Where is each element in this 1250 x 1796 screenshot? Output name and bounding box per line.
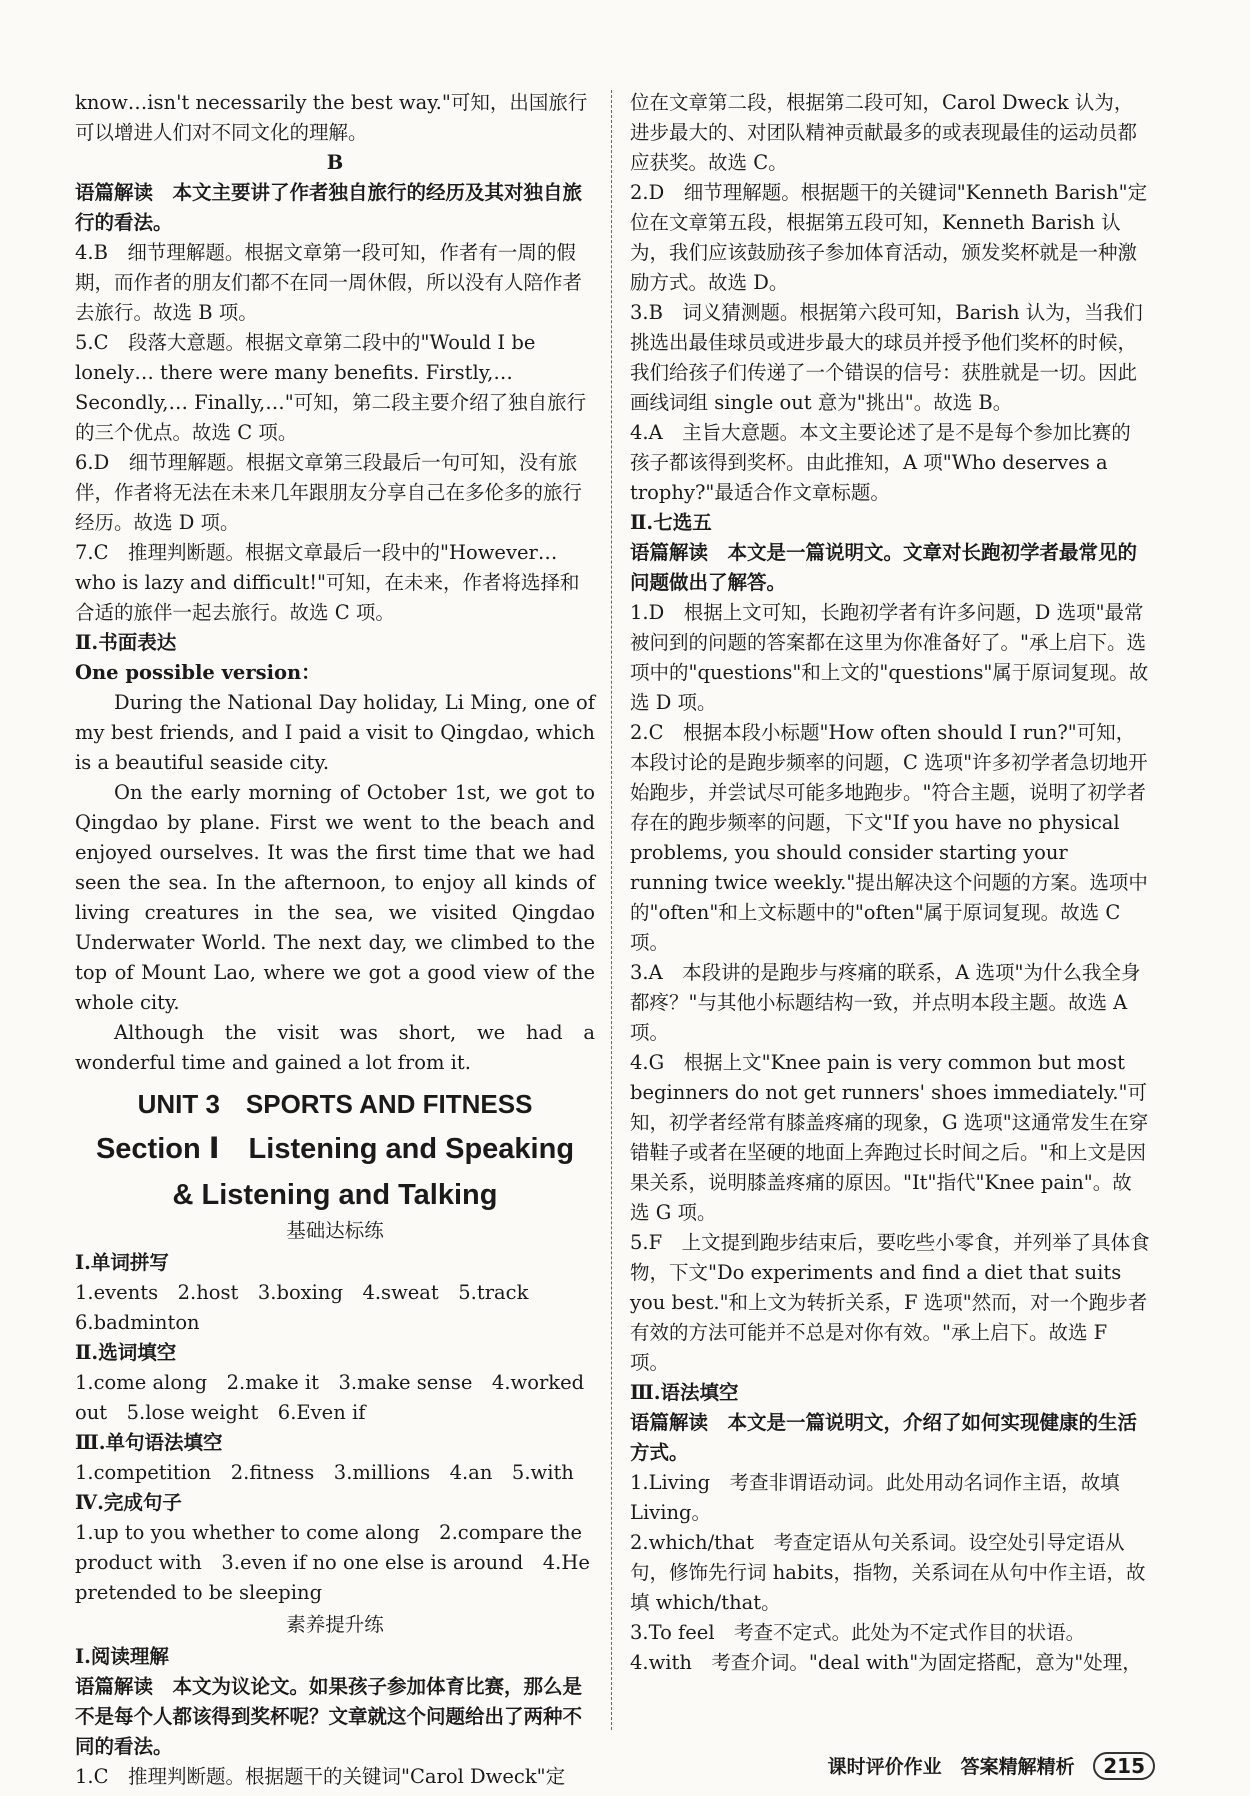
practice-heading: 素养提升练 — [286, 1613, 384, 1636]
text-line: know…isn't necessarily the best way."可知，出国旅行可以增进人们对不同文化的理解。 — [75, 91, 588, 144]
answer-item: 3.B 词义猜测题。根据第六段可知，Barish 认为，当我们挑选出最佳球员或进步最大的球员并授予他们奖杯的时候，我们给孩子们传递了一个错误的信号：获胜就是一切。因此画线词组 single out 意为"挑出"。故选 B。 — [630, 301, 1143, 414]
answer-line: 1.events 2.host 3.boxing 4.sweat 5.track 6.badminton — [75, 1281, 548, 1334]
essay-paragraph: On the early morning of October 1st, we got to Qingdao by plane. First we went to the beach and enjoyed ourselves. It was the first time that we had seen the sea. In the afternoon, to enjoy all kinds of living creatures in the sea, we visited Qingdao Underwater World. The next day, we climbed to the top of Mount Lao, where we got a good view of the whole city. — [75, 781, 595, 1014]
answer-item: 5.F 上文提到跑步结束后，要吃些小零食，并列举了具体食物，下文"Do experiments and find a diet that suits you best."和上文为转折关系，F 选项"然而，对一个跑步者有效的方法可能并不总是对你有效。"承上启下。故选 F 项。 — [630, 1231, 1150, 1374]
version-label: One possible version： — [75, 661, 321, 684]
column-divider — [611, 90, 612, 1730]
right-column — [630, 88, 1150, 1678]
answer-line: 1.up to you whether to come along 2.compare the product with 3.even if no one else is around 4.He pretended to be sleeping — [75, 1521, 590, 1604]
section-heading: Ⅰ.阅读理解 — [75, 1645, 169, 1668]
page-number: 215 — [1093, 1752, 1155, 1780]
section-heading: Ⅲ.语法填空 — [630, 1381, 739, 1404]
answer-item: 2.C 根据本段小标题"How often should I run?"可知，本段讨论的是跑步频率的问题，C 选项"许多初学者急切地开始跑步，并尝试尽可能多地跑步。"符合主题，说明了初学者存在的跑步频率的问题，下文"If you have no physical problems, you should consider starting your running twice weekly."提出解决这个问题的方案。选项中的"often"和上文标题中的"often"属于原词复现。故选 C 项。 — [630, 721, 1148, 954]
answer-item: 4.A 主旨大意题。本文主要论述了是不是每个参加比赛的孩子都该得到奖杯。由此推知，A 项"Who deserves a trophy?"最适合作文章标题。 — [630, 421, 1131, 504]
passage-analysis: 语篇解读 本文为议论文。如果孩子参加体育比赛，那么是不是每个人都该得到奖杯呢？文章就这个问题给出了两种不同的看法。 — [75, 1675, 583, 1758]
section-heading: Ⅱ.七选五 — [630, 511, 712, 534]
answer-item: 1.Living 考查非谓语动词。此处用动名词作主语，故填 Living。 — [630, 1471, 1120, 1524]
answer-item: 3.A 本段讲的是跑步与疼痛的联系，A 选项"为什么我全身都疼？"与其他小标题结构一致，并点明本段主题。故选 A 项。 — [630, 961, 1141, 1044]
passage-analysis: 语篇解读 本文主要讲了作者独自旅行的经历及其对独自旅行的看法。 — [75, 181, 583, 234]
practice-heading: 基础达标练 — [286, 1219, 384, 1242]
answer-item: 3.To feel 考查不定式。此处为不定式作目的状语。 — [630, 1621, 1086, 1644]
section-heading: Ⅱ.选词填空 — [75, 1341, 177, 1364]
answer-line: 1.come along 2.make it 3.make sense 4.worked out 5.lose weight 6.Even if — [75, 1371, 585, 1424]
answer-line: 1.competition 2.fitness 3.millions 4.an 5.with — [75, 1461, 574, 1484]
section-heading: Ⅲ.单句语法填空 — [75, 1431, 223, 1454]
passage-analysis: 语篇解读 本文是一篇说明文，介绍了如何实现健康的生活方式。 — [630, 1411, 1138, 1464]
page-footer — [828, 1752, 1155, 1780]
footer-title: 课时评价作业 答案精解精析 — [827, 1756, 1075, 1778]
answer-item: 4.with 考查介词。"deal with"为固定搭配，意为"处理， — [630, 1651, 1142, 1674]
answer-item: 2.which/that 考查定语从句关系词。设空处引导定语从句，修饰先行词 habits，指物，关系词在从句中作主语，故填 which/that。 — [630, 1531, 1146, 1614]
answer-item: 7.C 推理判断题。根据文章最后一段中的"However… who is lazy and difficult!"可知，在未来，作者将选择和合适的旅伴一起去旅行。故选 C 项。 — [75, 541, 580, 624]
answer-item: 6.D 细节理解题。根据文章第三段最后一句可知，没有旅伴，作者将无法在未来几年跟朋友分享自己在多伦多的旅行经历。故选 D 项。 — [75, 451, 583, 534]
section-letter: B — [326, 151, 344, 174]
section-heading: Ⅳ.完成句子 — [75, 1491, 182, 1514]
essay-paragraph: During the National Day holiday, Li Ming, one of my best friends, and I paid a visit to Qingdao, which is a beautiful seaside city. — [75, 691, 595, 774]
answer-item: 4.B 细节理解题。根据文章第一段可知，作者有一周的假期，而作者的朋友们都不在同一周休假，所以没有人陪作者去旅行。故选 B 项。 — [75, 241, 583, 324]
answer-item: 1.D 根据上文可知，长跑初学者有许多问题，D 选项"最常被问到的问题的答案都在这里为你准备好了。"承上启下。选项中的"questions"和上文的"questions"属于原词复现。故选 D 项。 — [630, 601, 1149, 714]
section-title: Section Ⅰ Listening and Speaking — [95, 1133, 575, 1165]
answer-item: 1.C 推理判断题。根据题干的关键词"Carol Dweck"定 — [75, 1765, 566, 1788]
answer-item: 5.C 段落大意题。根据文章第二段中的"Would I be lonely… there were many benefits. Firstly,… Secondly,… Finally,…"可知，第二段主要介绍了独自旅行的三个优点。故选 C 项。 — [75, 331, 587, 444]
answer-item: 4.G 根据上文"Knee pain is very common but most beginners do not get runners' shoes immediately."可知，初学者经常有膝盖疼痛的现象，G 选项"这通常发生在穿错鞋子或者在坚硬的地面上奔跑过长时间之后。"和上文是因果关系，说明膝盖疼痛的原因。"It"指代"Knee pain"。故选 G 项。 — [630, 1051, 1149, 1224]
unit-title: UNIT 3 SPORTS AND FITNESS — [137, 1089, 533, 1119]
section-subtitle: & Listening and Talking — [172, 1179, 498, 1211]
text-line: 位在文章第二段，根据第二段可知，Carol Dweck 认为，进步最大的、对团队精神贡献最多的或表现最佳的运动员都应获奖。故选 C。 — [630, 91, 1138, 174]
section-heading: Ⅱ.书面表达 — [75, 631, 177, 654]
answer-item: 2.D 细节理解题。根据题干的关键词"Kenneth Barish"定位在文章第五段，根据第五段可知，Kenneth Barish 认为，我们应该鼓励孩子参加体育活动，颁发奖杯就是一种激励方式。故选 D。 — [630, 181, 1148, 294]
section-heading: Ⅰ.单词拼写 — [75, 1251, 169, 1274]
left-column — [75, 88, 595, 1792]
essay-paragraph: Although the visit was short, we had a wonderful time and gained a lot from it. — [75, 1021, 595, 1074]
passage-analysis: 语篇解读 本文是一篇说明文。文章对长跑初学者最常见的问题做出了解答。 — [630, 541, 1138, 594]
